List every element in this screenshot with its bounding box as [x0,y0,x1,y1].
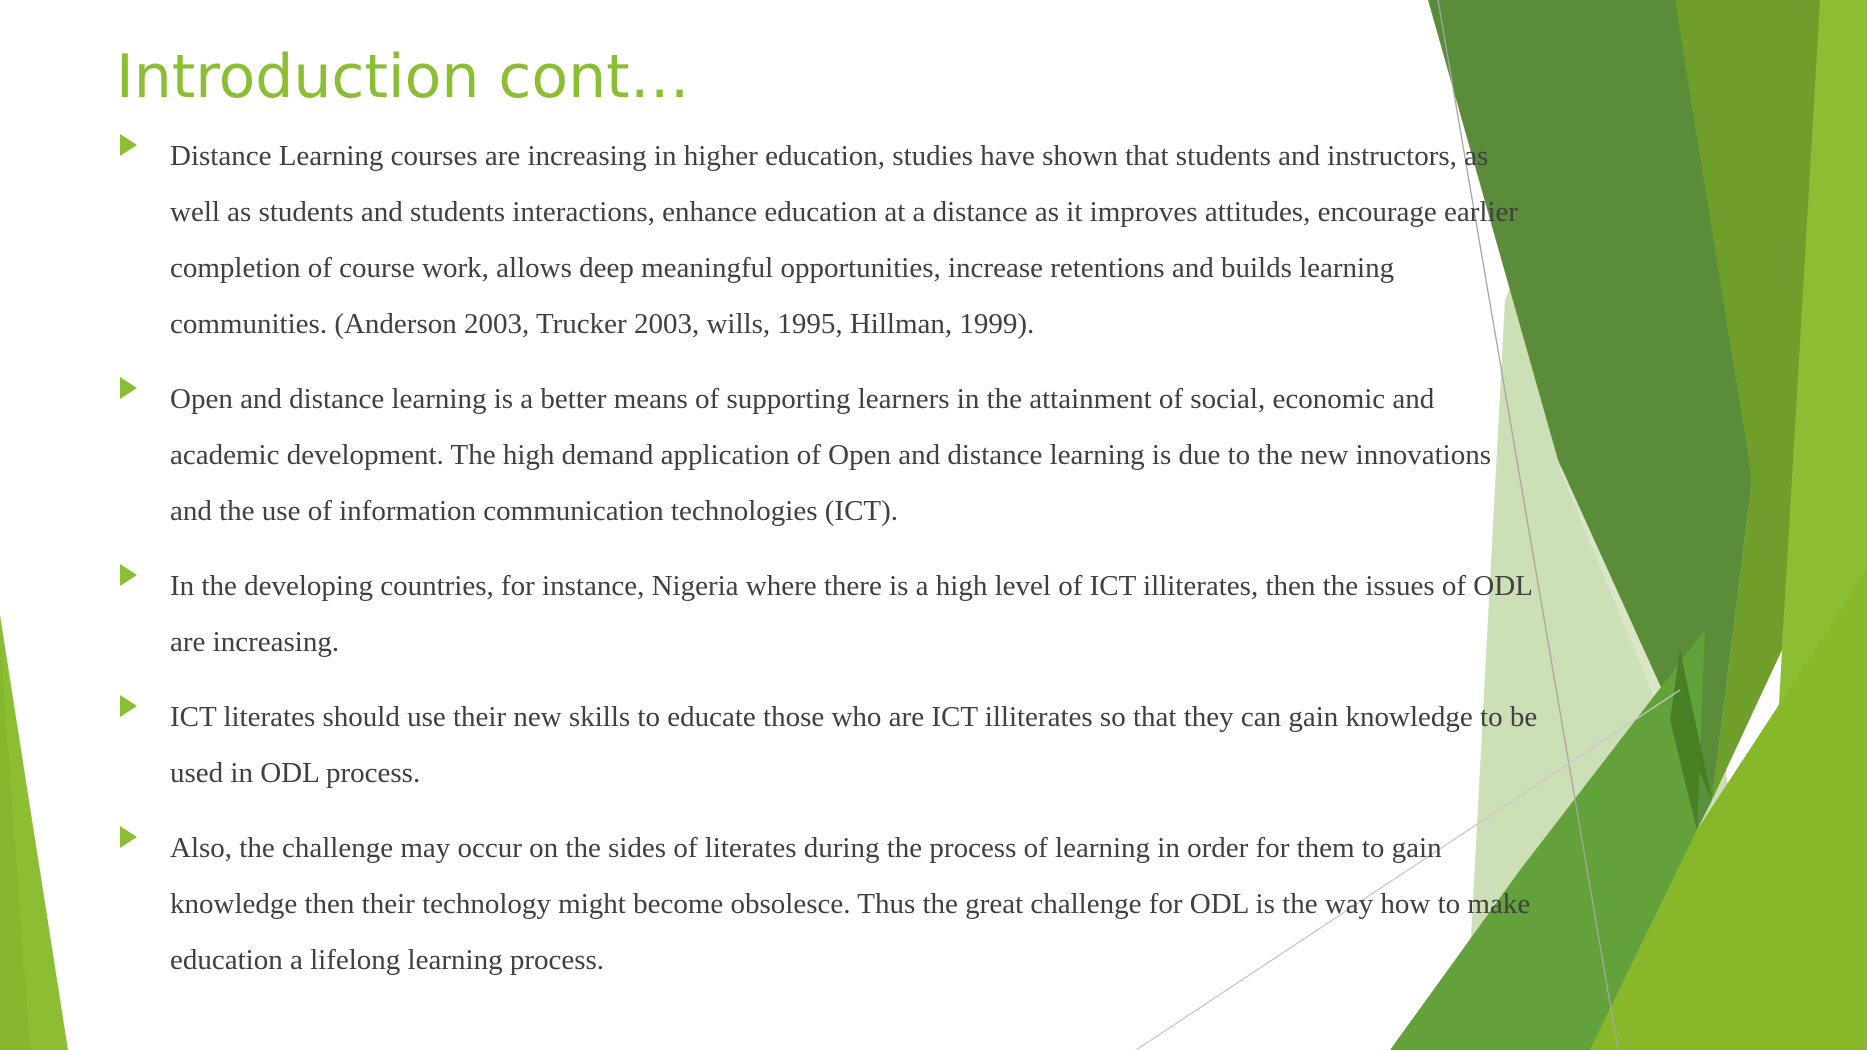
bullet-item [116,558,1540,670]
triangle-right-icon [120,134,137,156]
bullet-item [116,689,1540,801]
bullet-text: In the developing countries, for instance, Nigeria where there is a high level of ICT illiterates, then the issues of ODL are increasing. [170,570,1532,658]
bullet-list [116,128,1540,1007]
bullet-item [116,820,1540,988]
triangle-right-icon [120,695,137,717]
bullet-text: ICT literates should use their new skills to educate those who are ICT illiterates so that they can gain knowledge to be used in ODL process. [170,701,1538,789]
slide-title: Introduction cont… [116,42,690,112]
bullet-text: Distance Learning courses are increasing in higher education, studies have shown that students and instructors, as well as students and students interactions, enhance education at a distance as it improves attitudes, encourage earlier completion of course work, allows deep meaningful opportunities, increase retentions and builds learning communities. (Anderson 2003, Trucker 2003, wills, 1995, Hillman, 1999). [170,140,1519,340]
bullet-item [116,128,1540,352]
bullet-item [116,371,1540,539]
triangle-right-icon [120,826,137,848]
triangle-right-icon [120,564,137,586]
triangle-right-icon [120,377,137,399]
bullet-text: Also, the challenge may occur on the sides of literates during the process of learning in order for them to gain knowledge then their technology might become obsolesce. Thus the great challenge for ODL is the way how to make education a lifelong learning process. [170,832,1531,976]
bullet-text: Open and distance learning is a better means of supporting learners in the attainment of social, economic and academic development. The high demand application of Open and distance learning is due to the new innovations and the use of information communication technologies (ICT). [170,383,1491,527]
